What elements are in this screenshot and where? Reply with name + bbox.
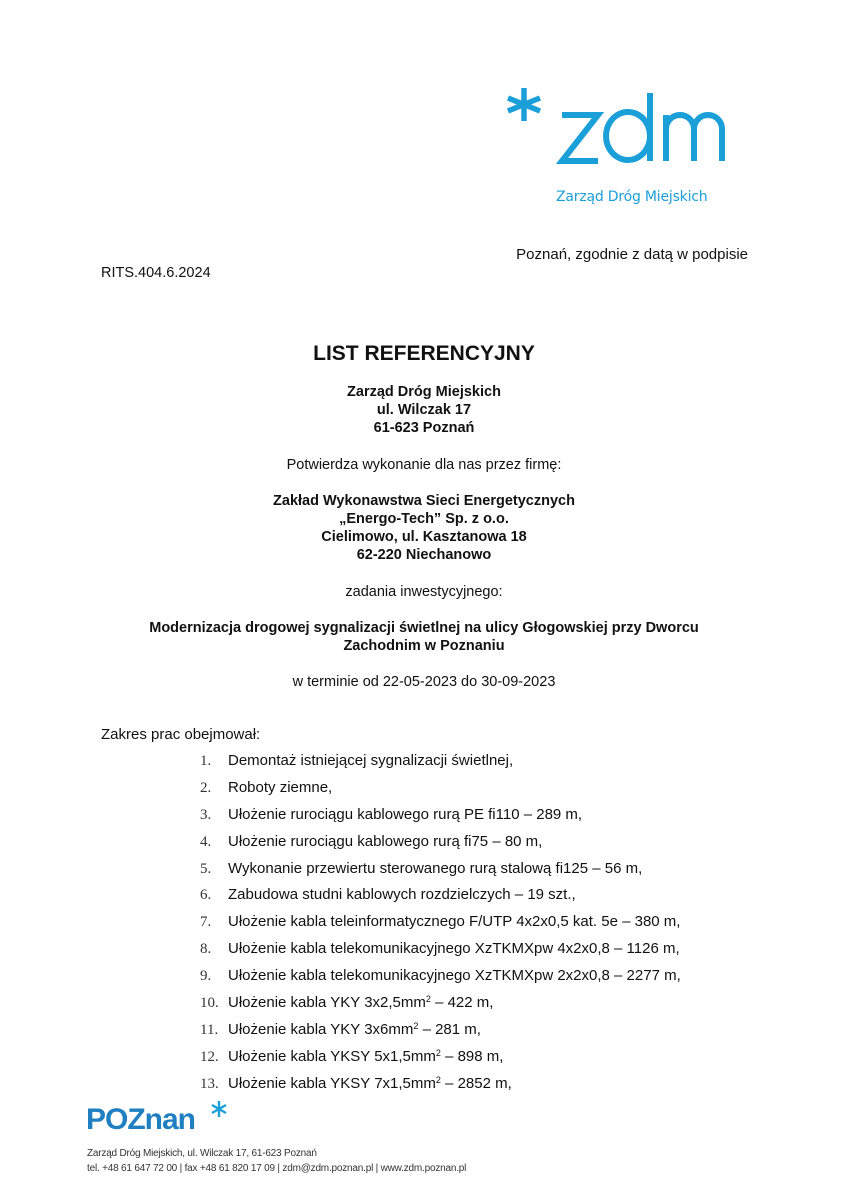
contractor-line3: Cielimowo, ul. Kasztanowa 18	[321, 529, 527, 545]
task-label-line: zadania inwestycyjnego:	[345, 584, 503, 600]
list-item	[200, 833, 681, 860]
issuer-street: ul. Wilczak 17	[376, 402, 472, 418]
list-item-number: 5.	[200, 860, 212, 877]
list-item	[200, 806, 681, 833]
list-item-text: Ułożenie kabla telekomunikacyjnego XzTKMXpw 2x2x0,8 – 2277 m,	[228, 967, 681, 985]
contractor-line4: 62-220 Niechanowo	[356, 547, 492, 563]
page-footer	[87, 1146, 466, 1176]
list-item-text: Ułożenie kabla teleinformatycznego F/UTP 4x2x0,5 kat. 5e – 380 m,	[228, 913, 681, 931]
list-item-number: 3.	[200, 806, 212, 823]
list-item	[200, 994, 681, 1021]
confirms-text	[0, 456, 848, 474]
zdm-logo	[500, 85, 750, 215]
list-item-text: Ułożenie kabla YKSY 7x1,5mm	[228, 1074, 436, 1092]
star-icon	[210, 1100, 228, 1118]
list-item-number: 8.	[200, 941, 212, 958]
list-item	[200, 940, 681, 967]
list-item-text: Zabudowa studni kablowych rozdzielczych – 19 szt.,	[228, 886, 576, 904]
issuer-name: Zarząd Dróg Miejskich	[347, 384, 501, 400]
list-item-number: 6.	[200, 887, 212, 904]
list-item-number: 4.	[200, 833, 212, 850]
list-item	[200, 1048, 681, 1075]
task-block	[0, 619, 848, 655]
list-item	[200, 860, 681, 887]
footer-address: Zarząd Dróg Miejskich, ul. Wilczak 17, 61-623 Poznań	[87, 1148, 317, 1159]
task-label	[0, 583, 848, 601]
list-item-superscript: 2	[413, 1020, 419, 1031]
list-item	[200, 967, 681, 994]
zdm-logo-graphic	[500, 85, 750, 185]
contractor-line2: „Energo-Tech” Sp. z o.o.	[339, 511, 509, 527]
poznan-logo	[86, 1100, 236, 1140]
task-line2: Zachodnim w Poznaniu	[343, 638, 505, 654]
task-line1: Modernizacja drogowej sygnalizacji świetlnej na ulicy Głogowskiej przy Dworcu	[149, 620, 699, 636]
list-item-superscript: 2	[435, 1047, 441, 1058]
list-item-text: Ułożenie kabla telekomunikacyjnego XzTKMXpw 4x2x0,8 – 1126 m,	[228, 940, 680, 958]
list-item-tail: – 898 m,	[440, 1047, 504, 1065]
list-item-tail: – 422 m,	[430, 994, 494, 1012]
list-item-text: Ułożenie kabla YKSY 5x1,5mm	[228, 1047, 436, 1065]
list-item	[200, 913, 681, 940]
scope-intro: Zakres prac obejmował:	[101, 726, 261, 743]
list-item-tail: – 2852 m,	[440, 1074, 512, 1092]
footer-contact: tel. +48 61 647 72 00 | fax +48 61 820 17 09 | zdm@zdm.poznan.pl | www.zdm.poznan.pl	[87, 1163, 467, 1174]
list-item	[200, 1021, 681, 1048]
list-item-text: Ułożenie kabla YKY 3x2,5mm	[228, 994, 426, 1012]
list-item-text: Wykonanie przewiertu sterowanego rurą stalową fi125 – 56 m,	[228, 859, 643, 877]
contractor-line1: Zakład Wykonawstwa Sieci Energetycznych	[273, 493, 575, 509]
list-item-superscript: 2	[435, 1074, 441, 1085]
list-item-number: 9.	[200, 968, 212, 985]
term-text	[0, 673, 848, 691]
list-item	[200, 752, 681, 779]
list-item-superscript: 2	[425, 994, 431, 1005]
list-item-number: 2.	[200, 779, 212, 796]
reference-number: RITS.404.6.2024	[101, 265, 211, 281]
list-item	[200, 886, 681, 913]
issuer-city: 61-623 Poznań	[373, 420, 475, 436]
page-title: LIST REFERENCYJNY	[313, 342, 535, 365]
term-line: w terminie od 22-05-2023 do 30-09-2023	[292, 674, 556, 690]
contractor-block	[0, 492, 848, 564]
list-item	[200, 779, 681, 806]
list-item-text: Ułożenie rurociągu kablowego rurą PE fi110 – 289 m,	[228, 805, 583, 823]
list-item-number: 1.	[200, 753, 212, 769]
list-item-number: 11.	[200, 1021, 219, 1038]
scope-list	[200, 752, 681, 1102]
zdm-logo-subtitle: Zarząd Dróg Miejskich	[556, 189, 708, 205]
list-item-tail: – 281 m,	[418, 1020, 481, 1038]
list-item-number: 7.	[200, 914, 212, 931]
confirms-line: Potwierdza wykonanie dla nas przez firmę:	[286, 457, 562, 473]
poznan-logo-text: POZnan	[86, 1103, 196, 1136]
list-item-number: 12.	[200, 1048, 219, 1065]
list-item-text: Roboty ziemne,	[228, 778, 333, 796]
list-item-text: Ułożenie kabla YKY 3x6mm	[228, 1020, 414, 1038]
issuer-block	[0, 383, 848, 437]
list-item	[200, 1075, 681, 1102]
list-item-number: 13.	[200, 1075, 219, 1092]
list-item-text: Ułożenie rurociągu kablowego rurą fi75 – 80 m,	[228, 832, 543, 850]
list-item-text: Demontaż istniejącej sygnalizacji świetlnej,	[228, 752, 514, 769]
list-item-number: 10.	[200, 995, 219, 1012]
date-line: Poznań, zgodnie z datą w podpisie	[516, 246, 748, 263]
